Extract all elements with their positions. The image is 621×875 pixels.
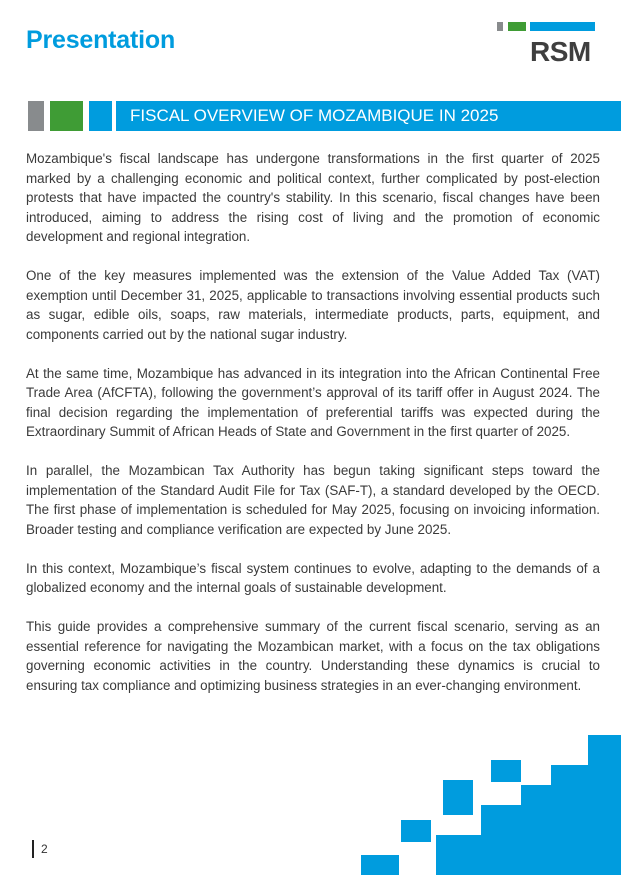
logo-gray-square <box>497 22 503 31</box>
paragraph: This guide provides a comprehensive summary of the current fiscal scenario, serving as an essential reference for navigating the Mozambican market, with a focus on the tax obligations governing economic activities in the country. Understanding these dynamics is crucial to ensuring tax compliance and optimizing business strategies in an ever-changing environment. <box>26 619 600 693</box>
logo-text: RSM <box>530 36 591 67</box>
section-gray-block <box>28 101 44 131</box>
paragraph: One of the key measures implemented was the extension of the Value Added Tax (VAT) exemption until December 31, 2025, applicable to transactions involving essential products such as sugar, edible oils, soaps, raw materials, intermediate products, parts, equipment, and components carried out by the national sugar industry. <box>26 268 600 342</box>
paragraph: In parallel, the Mozambican Tax Authority has begun taking significant steps toward the implementation of the Standard Audit File for Tax (SAF-T), a standard developed by the OECD. The first phase of implementation is scheduled for May 2025, focusing on invoicing information. Broader testing and compliance verification are expected by June 2025. <box>26 463 600 537</box>
body-text <box>26 149 600 715</box>
section-blue-block <box>89 101 112 131</box>
page-title: Presentation <box>26 26 176 54</box>
section-title: FISCAL OVERVIEW OF MOZAMBIQUE IN 2025 <box>116 101 621 131</box>
logo-blue-bar <box>530 22 595 31</box>
section-green-block <box>50 101 83 131</box>
pixel-decoration <box>361 735 621 875</box>
logo-green-square <box>508 22 526 31</box>
paragraph: Mozambique's fiscal landscape has undergone transformations in the first quarter of 2025 marked by a challenging economic and political context, further complicated by post-election protests that have impacted the country's stability. In this scenario, fiscal changes have been introduced, aiming to address the rising cost of living and the promotion of economic development and regional integration. <box>26 151 600 244</box>
paragraph: At the same time, Mozambique has advanced in its integration into the African Continental Free Trade Area (AfCFTA), following the government’s approval of its tariff offer in August 2024. The final decision regarding the implementation of preferential tariffs was expected during the Extraordinary Summit of African Heads of State and Government in the first quarter of 2025. <box>26 365 600 439</box>
paragraph: In this context, Mozambique’s fiscal system continues to evolve, adapting to the demands of a globalized economy and the internal goals of sustainable development. <box>26 560 600 595</box>
rsm-logo <box>497 22 597 68</box>
page-number: 2 <box>32 840 48 858</box>
section-header <box>28 101 598 131</box>
